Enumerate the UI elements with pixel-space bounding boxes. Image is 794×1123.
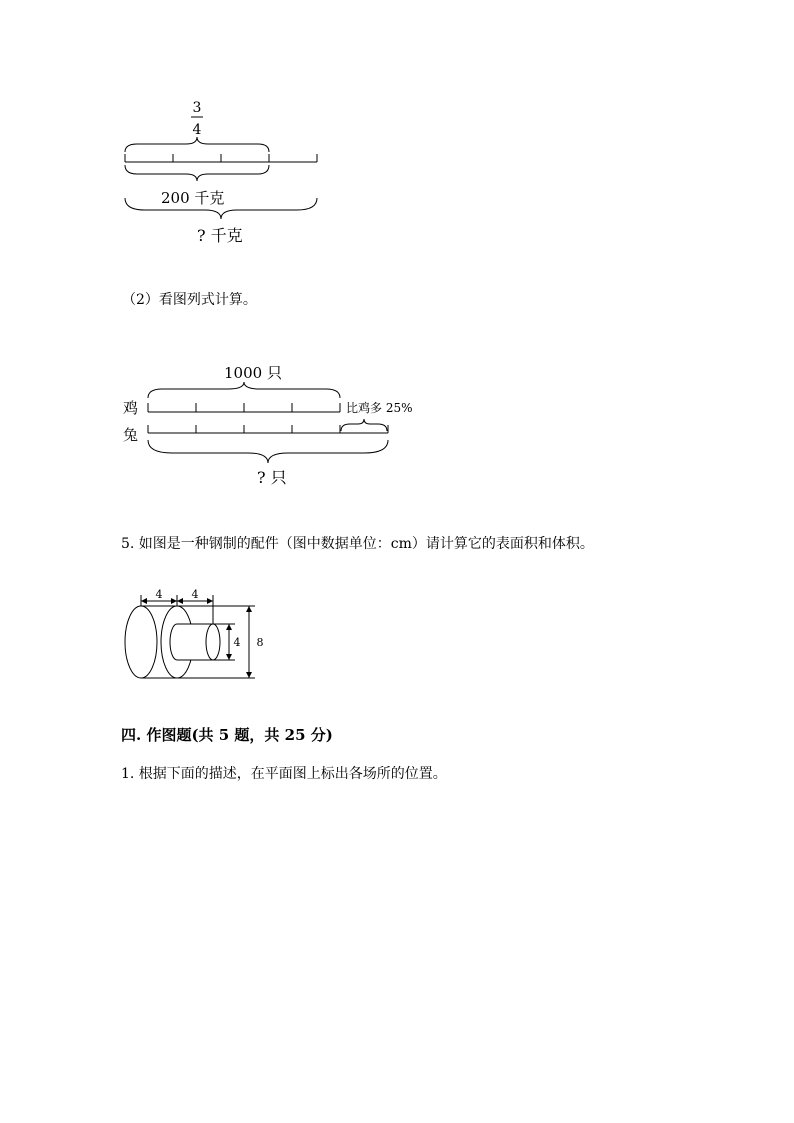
label-rabbit: 兔 — [123, 426, 139, 444]
question-2: （2）看图列式计算。 — [122, 292, 257, 308]
dim-small-diameter: 4 — [233, 636, 241, 649]
label-chicken: 鸡 — [123, 399, 139, 417]
label-known-weight: 200 千克 — [161, 189, 225, 207]
fraction-numerator: 3 — [192, 100, 202, 116]
label-chicken-total: 1000 只 — [224, 364, 282, 382]
question-5: 5. 如图是一种钢制的配件（图中数据单位：cm）请计算它的表面积和体积。 — [121, 536, 594, 552]
section-4-title: 四. 作图题(共 5 题，共 25 分) — [121, 726, 333, 744]
dim-left-length: 4 — [155, 588, 163, 601]
question-4-1: 1. 根据下面的描述，在平面图上标出各场所的位置。 — [121, 766, 447, 782]
label-unknown-weight: ? 千克 — [197, 226, 243, 245]
fraction-denominator: 4 — [192, 122, 202, 138]
label-more-percent: 比鸡多 25% — [346, 401, 413, 415]
label-unknown-rabbit: ? 只 — [257, 468, 287, 487]
dim-middle-length: 4 — [191, 588, 199, 601]
dim-big-diameter: 8 — [256, 636, 264, 649]
